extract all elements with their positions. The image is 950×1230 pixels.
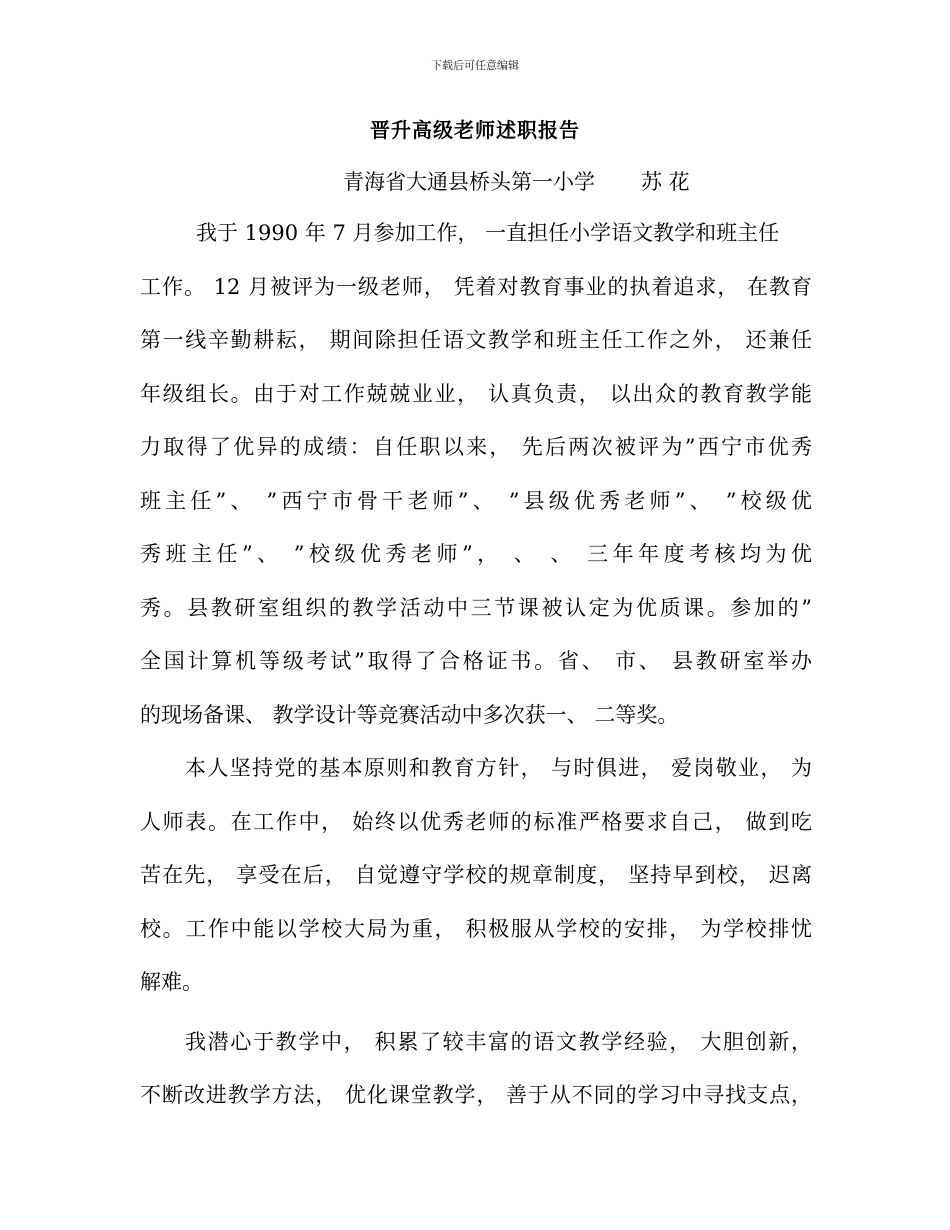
byline-author: 苏 花 [641,170,690,194]
paragraph-line: 的现场备课、 教学设计等竞赛活动中多次获一、 二等奖。 [140,702,679,727]
paragraph-line: 苦在先， 享受在后， 自觉遵守学校的规章制度， 坚持早到校， 迟离 [140,863,812,887]
body-text [140,215,812,1131]
paragraph-line: 第一线辛勤耕耘， 期间除担任语文教学和班主任工作之外， 还兼任 [140,328,812,352]
paragraph-line: 校。工作中能以学校大局为重， 积极服从学校的安排， 为学校排忧 [140,916,812,941]
paragraph-line: 我潜心于教学中， 积累了较丰富的语文教学经验， 大胆创新， [185,1029,812,1054]
paragraph-line: 解难。 [140,970,203,994]
paragraph-line: 本人坚持党的基本原则和教育方针， 与时俱进， 爱岗敬业， 为 [185,756,812,780]
paragraph-3 [140,1024,812,1131]
paragraph-2 [140,750,812,1018]
paragraph-line: 我于 1990 年 7 月参加工作， 一直担任小学语文教学和班主任 [196,221,780,245]
paragraph-line: 年级组长。由于对工作兢兢业业， 认真负责， 以出众的教育教学能 [140,381,812,406]
byline [343,166,690,196]
byline-school: 青海省大通县桥头第一小学 [343,170,595,194]
paragraph-line: 班主任”、 ”西宁市骨干老师”、 ”县级优秀老师”、 ”校级优 [140,488,812,513]
paragraph-line: 秀班主任”、 ”校级优秀老师”， 、 、 三年年度考核均为优 [140,542,812,566]
paragraph-line: 工作。 12 月被评为一级老师， 凭着对教育事业的执着追求， 在教育 [140,274,812,299]
paragraph-line: 人师表。在工作中， 始终以优秀老师的标准严格要求自己， 做到吃 [140,809,812,834]
paragraph-line: 力取得了优异的成绩：自任职以来， 先后两次被评为”西宁市优秀 [140,435,812,459]
paragraph-1 [140,215,812,750]
paragraph-line: 不断改进教学方法， 优化课堂教学， 善于从不同的学习中寻找支点， [140,1083,812,1107]
document-title: 晋升高级老师述职报告 [370,118,580,142]
paragraph-line: 秀。县教研室组织的教学活动中三节课被认定为优质课。参加的” [140,595,812,620]
header-note: 下载后可任意编辑 [431,59,519,72]
paragraph-line: 全国计算机等级考试”取得了合格证书。省、 市、 县教研室举办 [140,649,812,673]
